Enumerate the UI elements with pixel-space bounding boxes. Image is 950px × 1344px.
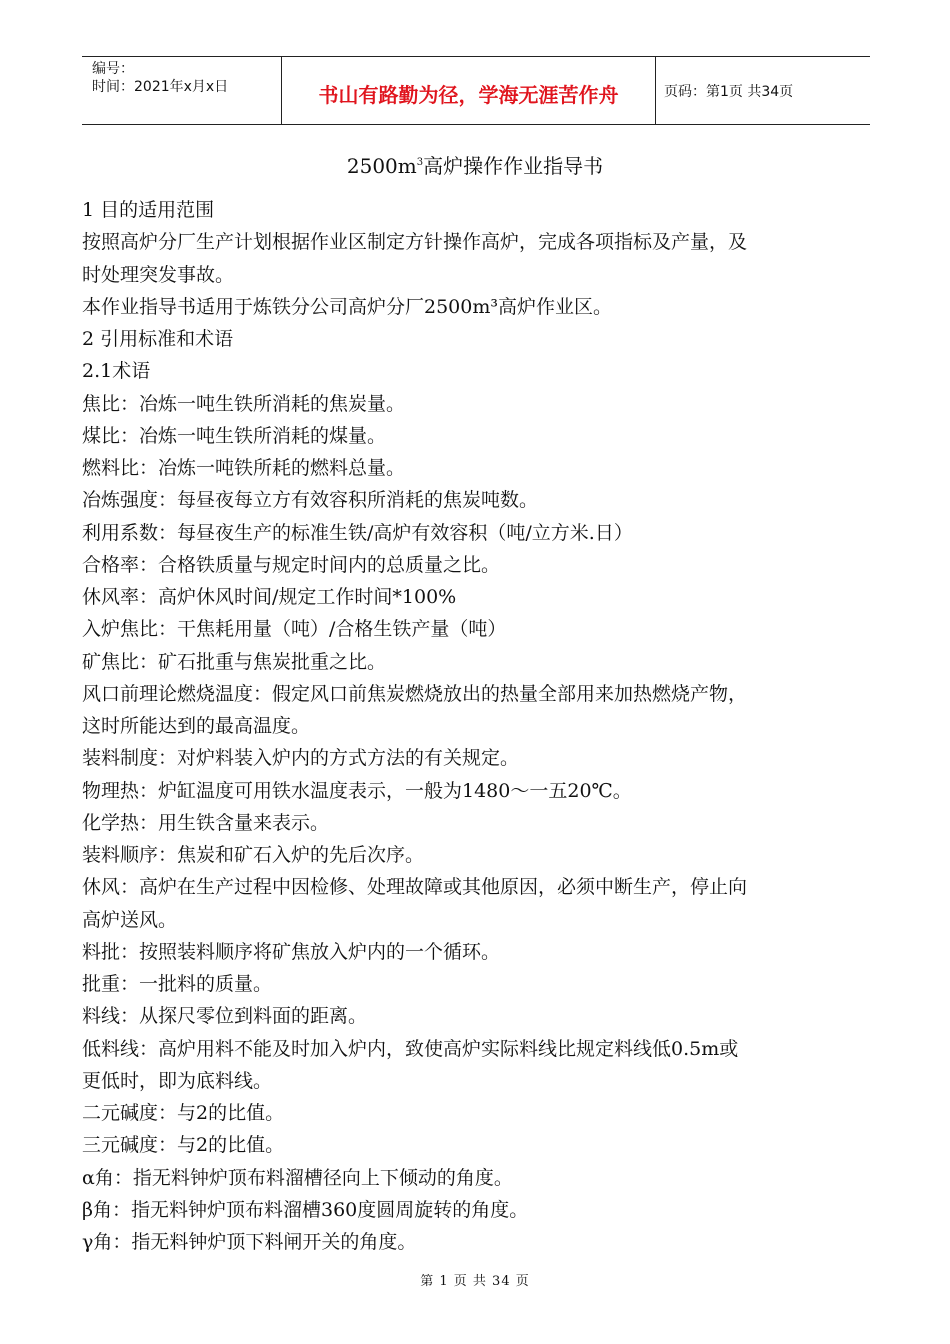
term-definition: 二元碱度：与2的比值。 [82, 1102, 285, 1124]
term-definition: 高炉送风。 [82, 908, 178, 931]
term-definition: 化学热：用生铁含量来表示。 [82, 811, 330, 834]
term-definition: 批重：一批料的质量。 [82, 973, 273, 995]
term-definition: 更低时，即为底料线。 [82, 1069, 273, 1092]
term-definition: β角：指无料钟炉顶布料溜槽360度圆周旋转的角度。 [82, 1198, 529, 1221]
section-heading: 1 目的适用范围 [82, 199, 215, 221]
term-definition: 风口前理论燃烧温度：假定风口前焦炭燃烧放出的热量全部用来加热燃烧产物， [82, 682, 748, 705]
document-title [0, 150, 950, 179]
paragraph-line: 时处理突发事故。 [82, 263, 235, 286]
term-definition: 入炉焦比：干焦耗用量（吨）/合格生铁产量（吨） [82, 618, 507, 641]
term-definition: 冶炼强度：每昼夜每立方有效容积所消耗的焦炭吨数。 [82, 489, 539, 512]
section-heading: 2 引用标准和术语 [82, 328, 234, 350]
term-definition: 休风率：高炉休风时间/规定工作时间*100% [82, 586, 457, 608]
term-definition: 矿焦比：矿石批重与焦炭批重之比。 [82, 650, 387, 673]
subsection-heading: 2.1术语 [82, 360, 151, 383]
term-definition: 装料顺序：焦炭和矿石入炉的先后次序。 [82, 844, 425, 866]
document-body [82, 194, 872, 1258]
title-rest: 高炉操作作业指导书 [423, 154, 604, 178]
paragraph-line: 本作业指导书适用于炼铁分公司高炉分厂2500m³高炉作业区。 [82, 295, 612, 318]
header-meta [92, 60, 228, 96]
header-page-info: 页码：第1页 共34页 [664, 84, 794, 100]
term-definition: 燃料比：冶炼一吨铁所耗的燃料总量。 [82, 457, 406, 479]
term-definition: 低料线：高炉用料不能及时加入炉内，致使高炉实际料线比规定料线低0.5m或 [82, 1037, 739, 1060]
term-definition: 合格率：合格铁质量与规定时间内的总质量之比。 [82, 553, 501, 576]
title-main: 2500m [346, 154, 417, 178]
term-definition: 休风：高炉在生产过程中因检修、处理故障或其他原因，必须中断生产，停止向 [82, 876, 748, 899]
term-definition: 利用系数：每昼夜生产的标准生铁/高炉有效容积（吨/立方米.日） [82, 521, 633, 544]
header-motto: 书山有路勤为径，学海无涯苦作舟 [318, 83, 619, 107]
term-definition: 料线：从探尺零位到料面的距离。 [82, 1005, 368, 1028]
header-divider-right [655, 56, 656, 125]
term-definition: 物理热：炉缸温度可用铁水温度表示，一般为1480～一五20℃。 [82, 779, 632, 802]
page-footer: 第 1 页 共 34 页 [420, 1274, 530, 1289]
term-definition: 这时所能达到的最高温度。 [82, 715, 311, 737]
term-definition: 煤比：冶炼一吨生铁所消耗的煤量。 [82, 424, 387, 447]
term-definition: α角：指无料钟炉顶布料溜槽径向上下倾动的角度。 [82, 1166, 513, 1189]
term-definition: γ角：指无料钟炉顶下料闸开关的角度。 [82, 1231, 417, 1253]
title-superscript: 3 [416, 157, 424, 168]
time-label: 时间：2021年x月x日 [92, 79, 229, 95]
header-bottom-rule [82, 124, 870, 125]
term-definition: 焦比：冶炼一吨生铁所消耗的焦炭量。 [82, 392, 406, 415]
paragraph-line: 按照高炉分厂生产计划根据作业区制定方针操作高炉，完成各项指标及产量，及 [82, 231, 748, 254]
term-definition: 料批：按照装料顺序将矿焦放入炉内的一个循环。 [82, 940, 501, 963]
term-definition: 装料制度：对炉料装入炉内的方式方法的有关规定。 [82, 747, 520, 770]
serial-label: 编号： [92, 61, 134, 77]
term-definition: 三元碱度：与2的比值。 [82, 1134, 285, 1157]
header-top-rule [82, 56, 870, 57]
